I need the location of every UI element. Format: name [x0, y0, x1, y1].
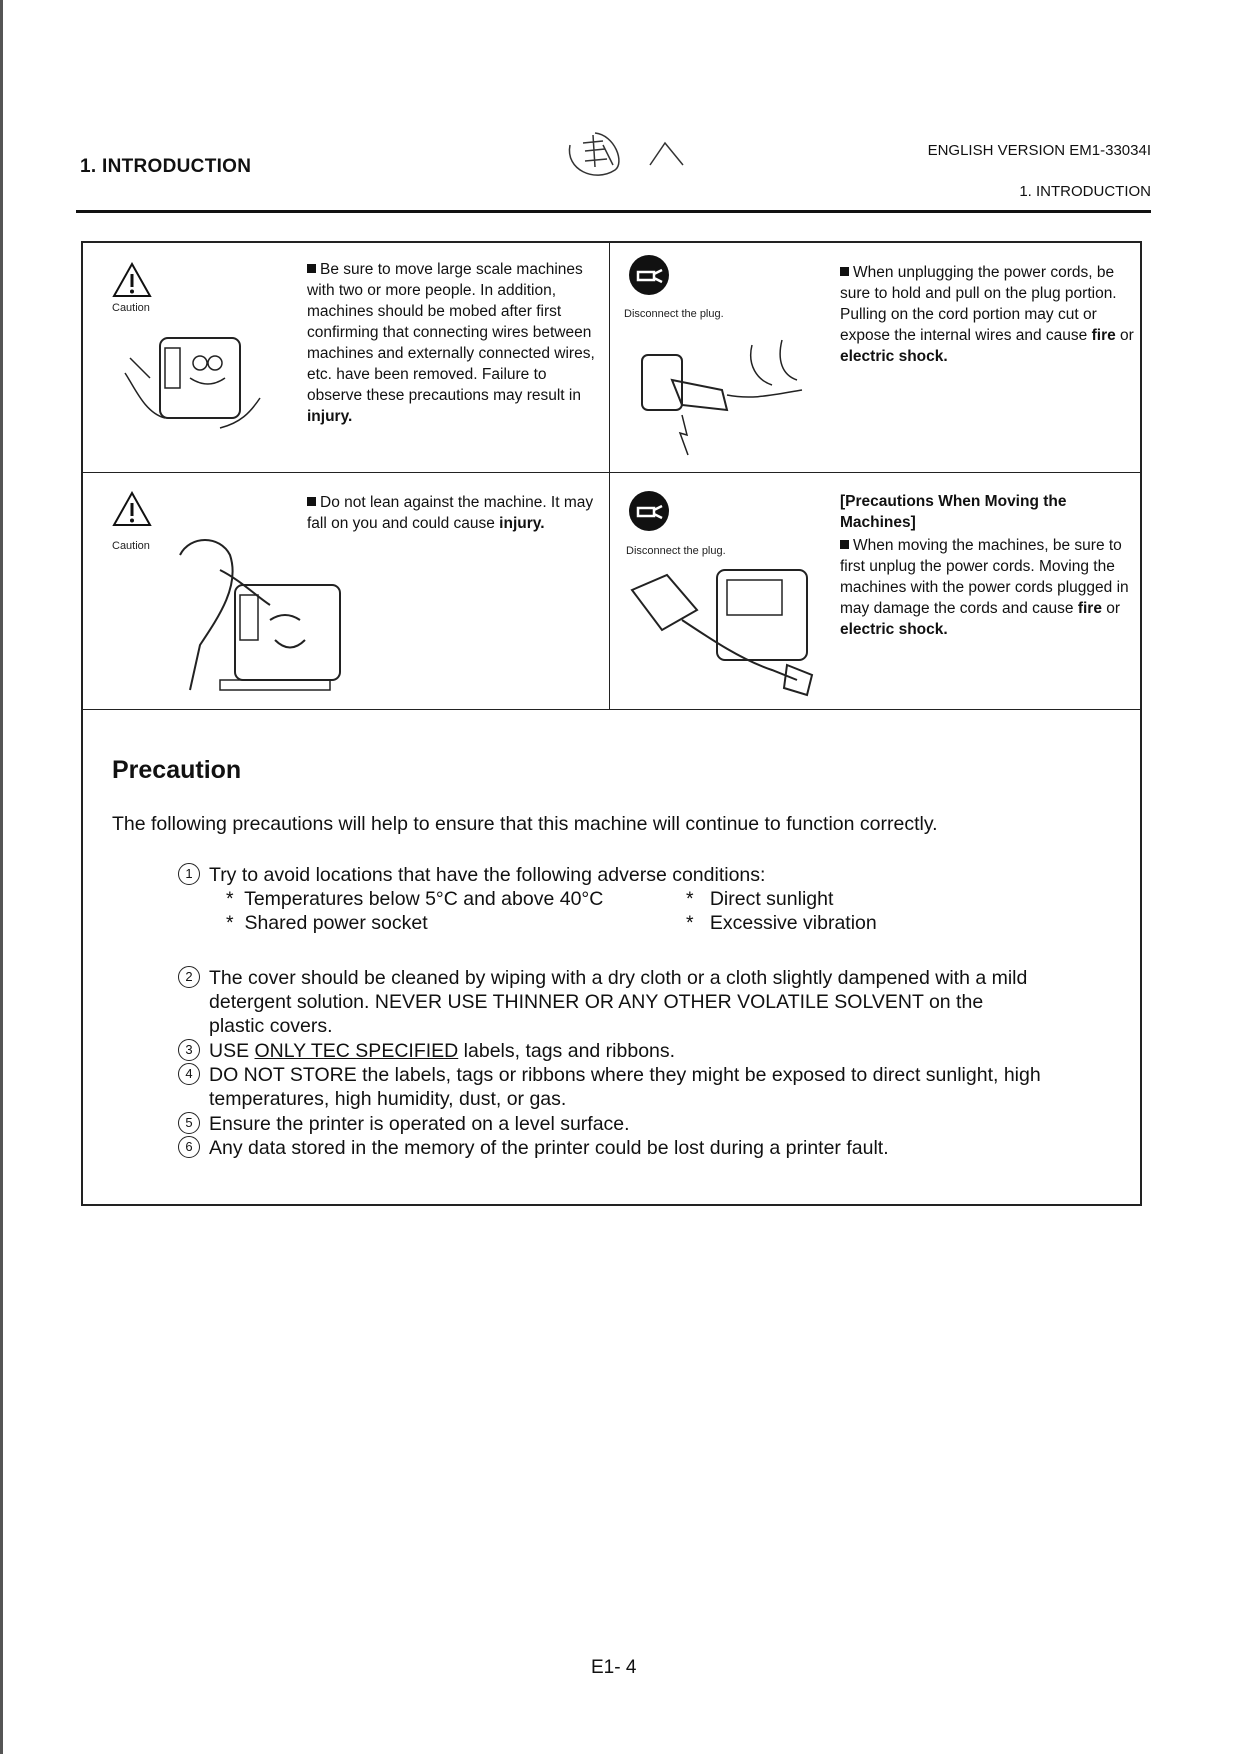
section-ref: 1. INTRODUCTION: [1019, 183, 1151, 200]
precaution-item-4: 4 DO NOT STORE the labels, tags or ribbons where they might be exposed to direct sunlight, high temperatures, high humidity, dust, or gas.: [178, 1063, 1138, 1111]
condition-bullet-temp: * Temperatures below 5°C and above 40°C: [226, 888, 604, 910]
moving-precautions-heading: [Precautions When Moving the Machines]: [840, 493, 1067, 531]
header-rule: [76, 210, 1151, 213]
printer-lifted-illustration-icon: [120, 318, 265, 438]
caution-triangle-icon: [112, 262, 152, 298]
warning-text-moving: [Precautions When Moving the Machines] When moving the machines, be sure to first unplug the power cords. Moving the machines with the power cords plugged in may damage the cords and cause fire or electric shock.: [840, 491, 1140, 640]
disconnect-plug-icon: [628, 490, 670, 532]
disconnect-plug-label: Disconnect the plug.: [624, 308, 724, 320]
disconnect-plug-label: Disconnect the plug.: [626, 545, 726, 557]
precaution-item-5: 5 Ensure the printer is operated on a level surface.: [178, 1112, 1138, 1136]
precaution-item-2: 2 The cover should be cleaned by wiping with a dry cloth or a cloth slightly dampened with a mild detergent solution. NEVER USE THINNER OR ANY OTHER VOLATILE SOLVENT on the plastic covers.: [178, 966, 1138, 1038]
precaution-item-3: 3 USE ONLY TEC SPECIFIED labels, tags and ribbons.: [178, 1039, 1138, 1063]
bullet-square-icon: [840, 540, 849, 549]
condition-bullet-vibration: * Excessive vibration: [686, 912, 877, 934]
bullet-square-icon: [307, 264, 316, 273]
caution-label: Caution: [112, 302, 150, 314]
grid-divider-vertical: [609, 241, 610, 710]
circled-number: 5: [178, 1112, 200, 1134]
circled-number: 3: [178, 1039, 200, 1061]
caution-triangle-icon: [112, 491, 152, 527]
precaution-title: Precaution: [112, 756, 242, 784]
precaution-intro: The following precautions will help to ensure that this machine will continue to function correctly.: [112, 813, 938, 835]
condition-bullet-socket: * Shared power socket: [226, 912, 428, 934]
page-number: E1- 4: [591, 1657, 637, 1678]
leaning-person-illustration-icon: [160, 525, 345, 695]
warning-text-lean: Do not lean against the machine. It may fall on you and could cause injury.: [307, 494, 594, 532]
circled-number: 1: [178, 863, 200, 885]
grid-divider-1: [81, 472, 1142, 473]
warning-text-move-machines: Be sure to move large scale machines with two or more people. In addition, machines should be mobed after first confirming that connecting wires between machines and externally connected wires, etc. have been removed. Failure to observe these precautions may result in injury.: [307, 261, 595, 425]
moving-machine-illustration-icon: [622, 560, 822, 705]
section-title: 1. INTRODUCTION: [80, 156, 252, 177]
bullet-square-icon: [840, 267, 849, 276]
precaution-item-1: 1 Try to avoid locations that have the following adverse conditions:: [178, 863, 1138, 887]
caution-label: Caution: [112, 540, 150, 552]
scan-edge: [0, 0, 3, 1754]
handwritten-stamp-icon: [555, 115, 715, 195]
condition-bullet-sunlight: * Direct sunlight: [686, 888, 834, 910]
circled-number: 4: [178, 1063, 200, 1085]
version-label: ENGLISH VERSION EM1-33034I: [927, 142, 1151, 159]
precaution-item-6: 6 Any data stored in the memory of the printer could be lost during a printer fault.: [178, 1136, 1138, 1160]
circled-number: 6: [178, 1136, 200, 1158]
warning-text-unplugging: When unplugging the power cords, be sure to hold and pull on the plug portion. Pulling on the cord portion may cut or expose the internal wires and cause fire or electric shock.: [840, 264, 1134, 365]
disconnect-plug-icon: [628, 254, 670, 296]
bullet-square-icon: [307, 497, 316, 506]
unplugging-illustration-icon: [632, 335, 812, 460]
circled-number: 2: [178, 966, 200, 988]
grid-divider-2: [81, 709, 1142, 710]
